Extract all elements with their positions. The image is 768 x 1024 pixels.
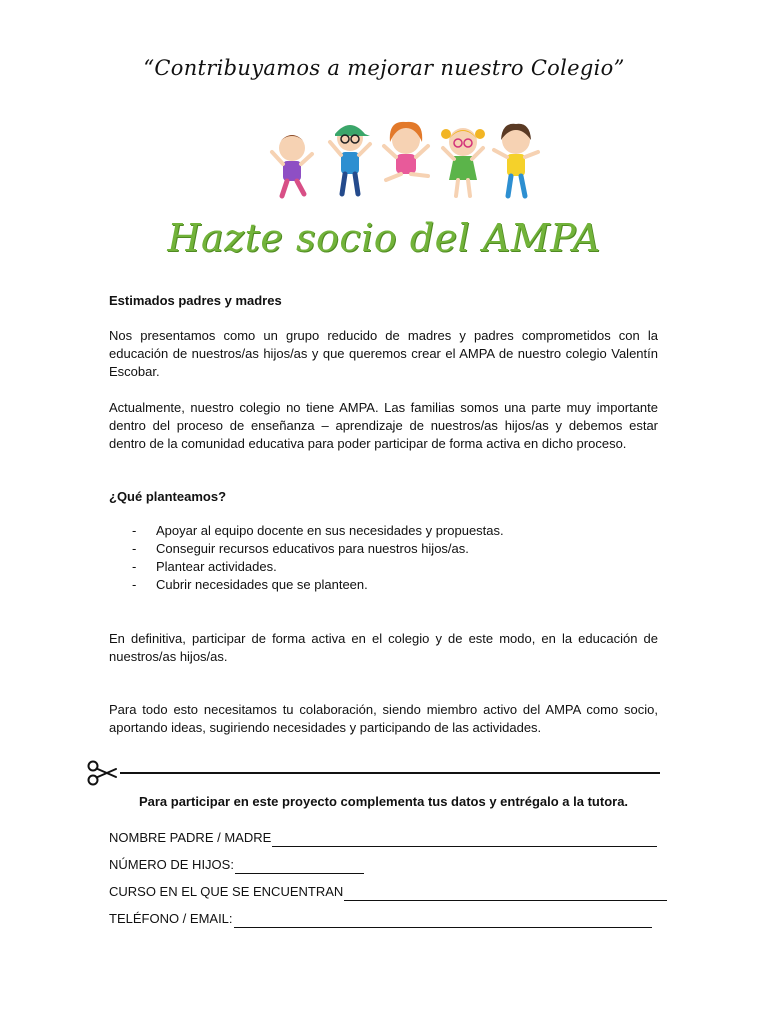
field-label: NOMBRE PADRE / MADRE — [109, 830, 272, 845]
field-line[interactable] — [234, 913, 652, 928]
bullet-dash: - — [132, 559, 137, 574]
kid-pink — [384, 122, 428, 180]
proposal-heading: ¿Qué planteamos? — [109, 489, 227, 504]
scissors-icon — [86, 760, 118, 786]
field-phone-email[interactable] — [109, 910, 652, 928]
form-instruction: Para participar en este proyecto complementa tus datos y entrégalo a la tutora. — [138, 794, 629, 809]
field-line[interactable] — [235, 859, 364, 874]
kid-yellow — [494, 124, 538, 196]
field-line[interactable] — [344, 886, 667, 901]
paragraph-intro: Nos presentamos como un grupo reducido de madres y padres comprometidos con la educación de nuestros/as hijos/as y que queremos crear el AMPA de nuestro colegio Valentín Escobar. — [109, 328, 658, 379]
cut-line — [120, 772, 660, 774]
field-label: TELÉFONO / EMAIL: — [109, 911, 233, 926]
list-item: - Conseguir recursos educativos para nuestros hijos/as. — [132, 541, 469, 556]
field-course[interactable] — [109, 883, 667, 901]
list-item: - Apoyar al equipo docente en sus necesidades y propuestas. — [132, 523, 504, 538]
paragraph-closing: Para todo esto necesitamos tu colaboración, siendo miembro activo del AMPA como socio, aportando ideas, sugiriendo necesidades y participando de las actividades. — [109, 702, 658, 735]
kid-green-cap — [330, 125, 370, 194]
greeting: Estimados padres y madres — [109, 293, 282, 308]
kid-green-dress — [441, 128, 485, 196]
field-label: CURSO EN EL QUE SE ENCUENTRAN — [109, 884, 344, 899]
bullet-dash: - — [132, 523, 137, 538]
motto: “Contribuyamos a mejorar nuestro Colegio” — [143, 56, 625, 80]
headline: Hazte socio del AMPA — [167, 216, 601, 260]
field-children-count[interactable] — [109, 856, 364, 874]
list-item: - Cubrir necesidades que se planteen. — [132, 577, 368, 592]
kid-purple — [272, 135, 312, 196]
bullet-dash: - — [132, 577, 137, 592]
field-label: NÚMERO DE HIJOS: — [109, 857, 234, 872]
paragraph-conclusion: En definitiva, participar de forma activa en el colegio y de este modo, en la educación de nuestros/as hijos/as. — [109, 631, 658, 664]
proposal-list — [109, 522, 658, 594]
paragraph-current: Actualmente, nuestro colegio no tiene AMPA. Las familias somos una parte muy importante dentro del proceso de enseñanza – aprendizaje de nuestros/as hijos/as y debemos estar dentro de la comunidad educativa para poder participar de forma activa en dicho proceso. — [109, 400, 658, 451]
children-jumping-illustration — [258, 118, 548, 218]
bullet-dash: - — [132, 541, 137, 556]
field-parent-name[interactable] — [109, 829, 657, 847]
list-item: - Plantear actividades. — [132, 559, 277, 574]
field-line[interactable] — [272, 832, 657, 847]
